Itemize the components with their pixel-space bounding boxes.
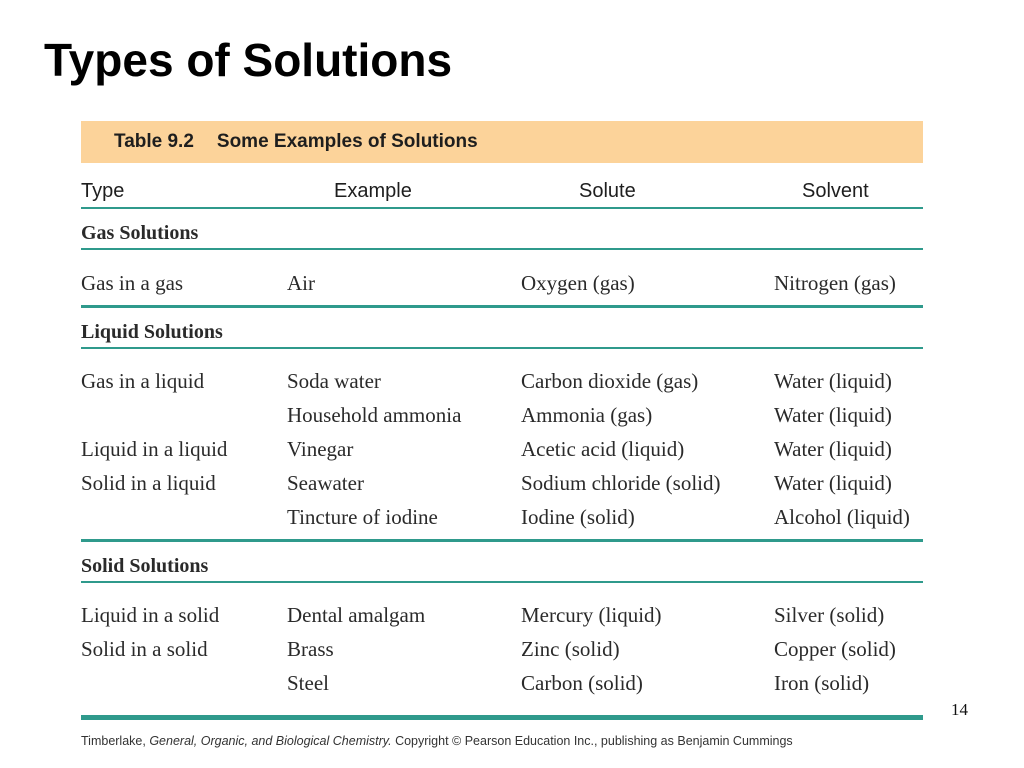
cell-solute: Iodine (solid) bbox=[521, 505, 635, 529]
cell-type: Gas in a gas bbox=[81, 271, 184, 295]
cell-type: Solid in a solid bbox=[81, 637, 208, 661]
column-header-solute: Solute bbox=[579, 180, 636, 202]
cell-solvent: Copper (solid) bbox=[774, 637, 896, 661]
slide-title: Types of Solutions bbox=[44, 34, 453, 86]
cell-example: Dental amalgam bbox=[287, 603, 426, 627]
cell-solvent: Silver (solid) bbox=[774, 603, 885, 627]
source-credit bbox=[81, 732, 793, 750]
cell-solvent: Nitrogen (gas) bbox=[774, 271, 896, 295]
cell-solute: Mercury (liquid) bbox=[521, 603, 662, 627]
column-header-solvent: Solvent bbox=[802, 180, 869, 202]
cell-solvent: Water (liquid) bbox=[774, 403, 892, 427]
cell-solute: Carbon dioxide (gas) bbox=[521, 369, 699, 393]
cell-type: Solid in a liquid bbox=[81, 471, 216, 495]
cell-type: Liquid in a liquid bbox=[81, 437, 228, 461]
credit-book-title: General, Organic, and Biological Chemistry. bbox=[149, 734, 392, 748]
section-heading: Liquid Solutions bbox=[81, 321, 223, 343]
cell-solvent: Iron (solid) bbox=[774, 671, 870, 695]
section-rule bbox=[81, 581, 923, 583]
column-header-example: Example bbox=[334, 180, 412, 202]
cell-solvent: Alcohol (liquid) bbox=[774, 505, 910, 529]
cell-example: Household ammonia bbox=[287, 403, 462, 427]
credit-author: Timberlake, bbox=[81, 734, 146, 748]
section-heading: Gas Solutions bbox=[81, 222, 199, 244]
cell-solute: Sodium chloride (solid) bbox=[521, 471, 721, 495]
cell-example: Air bbox=[287, 271, 315, 295]
cell-solute: Carbon (solid) bbox=[521, 671, 643, 695]
cell-example: Tincture of iodine bbox=[287, 505, 438, 529]
cell-example: Seawater bbox=[287, 471, 364, 495]
table-caption: Some Examples of Solutions bbox=[216, 131, 478, 152]
cell-example: Brass bbox=[287, 637, 334, 661]
cell-solvent: Water (liquid) bbox=[774, 369, 892, 393]
table-bottom-rule bbox=[81, 715, 923, 720]
section-heading: Solid Solutions bbox=[81, 555, 209, 577]
page-number: 14 bbox=[951, 700, 968, 719]
cell-example: Vinegar bbox=[287, 437, 354, 461]
cell-solvent: Water (liquid) bbox=[774, 437, 892, 461]
table-label: Table 9.2 bbox=[114, 131, 194, 152]
section-divider bbox=[81, 305, 923, 308]
column-header-type: Type bbox=[81, 180, 125, 202]
cell-solvent: Water (liquid) bbox=[774, 471, 892, 495]
section-rule bbox=[81, 248, 923, 250]
section-divider bbox=[81, 539, 923, 542]
cell-solute: Oxygen (gas) bbox=[521, 271, 635, 295]
cell-type: Gas in a liquid bbox=[81, 369, 205, 393]
header-rule bbox=[81, 207, 923, 209]
cell-example: Steel bbox=[287, 671, 329, 695]
table-caption-banner bbox=[81, 121, 923, 163]
section-rule bbox=[81, 347, 923, 349]
cell-solute: Acetic acid (liquid) bbox=[521, 437, 685, 461]
cell-example: Soda water bbox=[287, 369, 381, 393]
cell-solute: Ammonia (gas) bbox=[521, 403, 653, 427]
cell-solute: Zinc (solid) bbox=[521, 637, 620, 661]
cell-type: Liquid in a solid bbox=[81, 603, 220, 627]
credit-copyright: Copyright © Pearson Education Inc., publishing as Benjamin Cummings bbox=[395, 734, 793, 748]
